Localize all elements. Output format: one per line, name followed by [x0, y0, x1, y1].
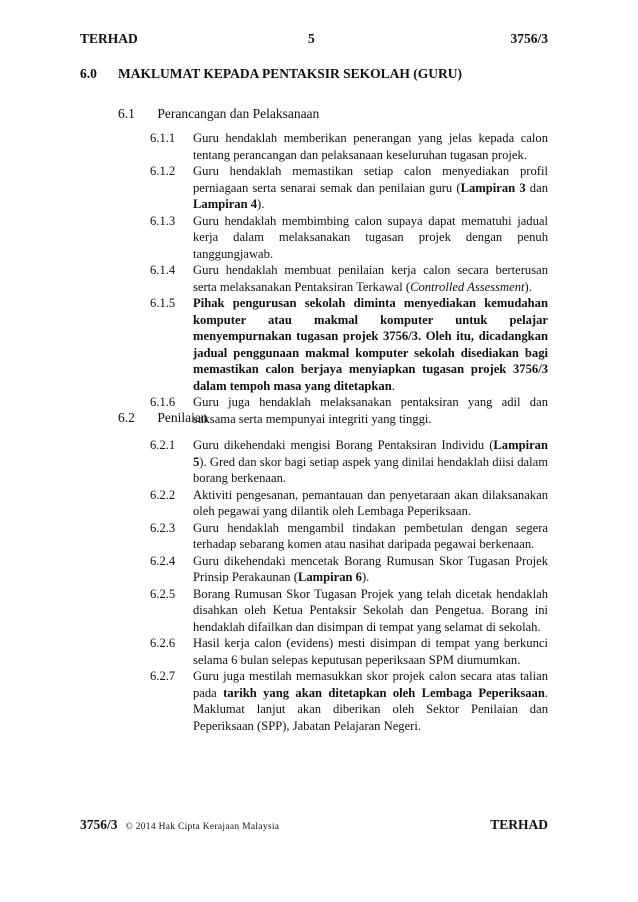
subsection-6-2-items [150, 437, 548, 734]
subsection-number: 6.1 [118, 106, 135, 121]
subsection-number: 6.2 [118, 410, 135, 425]
item-number: 6.2.5 [150, 586, 176, 601]
item-number: 6.2.2 [150, 487, 176, 502]
item-text: Guru hendaklah memberikan penerangan yang jelas kepada calon tentang perancangan dan pelaksanaan keseluruhan tugasan projek. [193, 131, 548, 162]
page-header [80, 31, 548, 49]
subsection-6-1-items [150, 130, 548, 427]
item-number: 6.1.1 [150, 131, 176, 145]
item-number: 6.1.4 [150, 263, 176, 277]
item-text: Guru hendaklah mengambil tindakan pembetulan dengan segera terhadap sebarang komen atau nasihat daripada pegawai berkenaan. [193, 520, 548, 551]
list-item [150, 130, 548, 163]
item-text: Guru dikehendaki mengisi Borang Pentaksiran Individu (Lampiran 5). Gred dan skor bagi setiap aspek yang dinilai hendaklah diisi dalam borang berkenaan. [193, 438, 548, 485]
list-item [150, 262, 548, 295]
list-item [150, 668, 548, 734]
item-text: Guru dikehendaki mencetak Borang Rumusan Skor Tugasan Projek Prinsip Perakaunan (Lampiran 6). [193, 553, 548, 584]
subsection-title: Penilaian [157, 410, 208, 425]
header-classification: TERHAD [80, 31, 138, 46]
subsection-heading-6-1 [118, 106, 319, 122]
item-text: Pihak pengurusan sekolah diminta menyediakan kemudahan komputer atau makmal komputer untuk pelajar menyempurnakan tugasan projek 3756/3. Oleh itu, dicadangkan jadual penggunaan makmal komputer sekolah disediakan bagi memastikan calon berjaya menyiapkan tugasan projek 3756/3 dalam tempoh masa yang ditetapkan. [193, 296, 548, 393]
item-number: 6.2.6 [150, 636, 176, 650]
footer-paper-code: 3756/3 © 2014 Hak Cipta Kerajaan Malaysia [80, 817, 280, 832]
copyright-notice: © 2014 Hak Cipta Kerajaan Malaysia [125, 822, 280, 832]
item-number: 6.2.3 [150, 520, 176, 535]
list-item [150, 487, 548, 520]
item-text: Guru hendaklah membimbing calon supaya dapat mematuhi jadual kerja dalam melaksanakan tugasan projek dengan penuh tanggungjawab. [193, 213, 548, 261]
item-number: 6.2.1 [150, 438, 176, 452]
item-number: 6.1.6 [150, 395, 176, 409]
page-number: 5 [308, 31, 315, 46]
list-item [150, 635, 548, 668]
list-item [150, 437, 548, 487]
footer-classification: TERHAD [490, 817, 548, 832]
item-text: Borang Rumusan Skor Tugasan Projek yang telah dicetak hendaklah disahkan oleh Ketua Pentaksir Sekolah dan Pengetua. Borang ini hendaklah difailkan dan disimpan di tempat yang selamat di sekolah. [193, 586, 548, 634]
header-paper-code: 3756/3 [510, 31, 548, 46]
list-item [150, 553, 548, 586]
page-footer [80, 817, 548, 835]
item-number: 6.2.4 [150, 553, 176, 568]
item-text: Aktiviti pengesanan, pemantauan dan penyetaraan akan dilaksanakan oleh pegawai yang dilantik oleh Lembaga Peperiksaan. [193, 487, 548, 518]
list-item [150, 586, 548, 636]
item-number: 6.1.3 [150, 213, 176, 228]
subsection-title: Perancangan dan Pelaksanaan [157, 106, 320, 121]
list-item [150, 213, 548, 263]
list-item [150, 394, 548, 427]
list-item [150, 163, 548, 213]
list-item [150, 520, 548, 553]
section-title: MAKLUMAT KEPADA PENTAKSIR SEKOLAH (GURU) [118, 66, 463, 81]
item-text: Guru hendaklah memastikan setiap calon menyediakan profil perniagaan serta senarai semak dan penilaian guru (Lampiran 3 dan Lampiran 4). [193, 164, 548, 211]
item-number: 6.2.7 [150, 669, 176, 683]
item-text: Guru juga hendaklah melaksanakan pentaksiran yang adil dan saksama serta mempunyai integriti yang tinggi. [193, 395, 548, 426]
section-number: 6.0 [80, 66, 97, 81]
item-number: 6.1.5 [150, 296, 176, 310]
item-text: Guru juga mestilah memasukkan skor projek calon secara atas talian pada tarikh yang akan ditetapkan oleh Lembaga Peperiksaan. Maklumat lanjut akan diberikan oleh Sektor Penilaian dan Peperiksaan (SPP), Jabatan Pelajaran Negeri. [193, 669, 548, 733]
subsection-heading-6-2 [118, 410, 208, 426]
item-text: Guru hendaklah membuat penilaian kerja calon secara berterusan serta melaksanakan Pentaksiran Terkawal (Controlled Assessment). [193, 263, 548, 294]
item-number: 6.1.2 [150, 164, 176, 178]
item-text: Hasil kerja calon (evidens) mesti disimpan di tempat yang berkunci selama 6 bulan selepas keputusan peperiksaan SPM diumumkan. [193, 636, 548, 667]
list-item [150, 295, 548, 394]
